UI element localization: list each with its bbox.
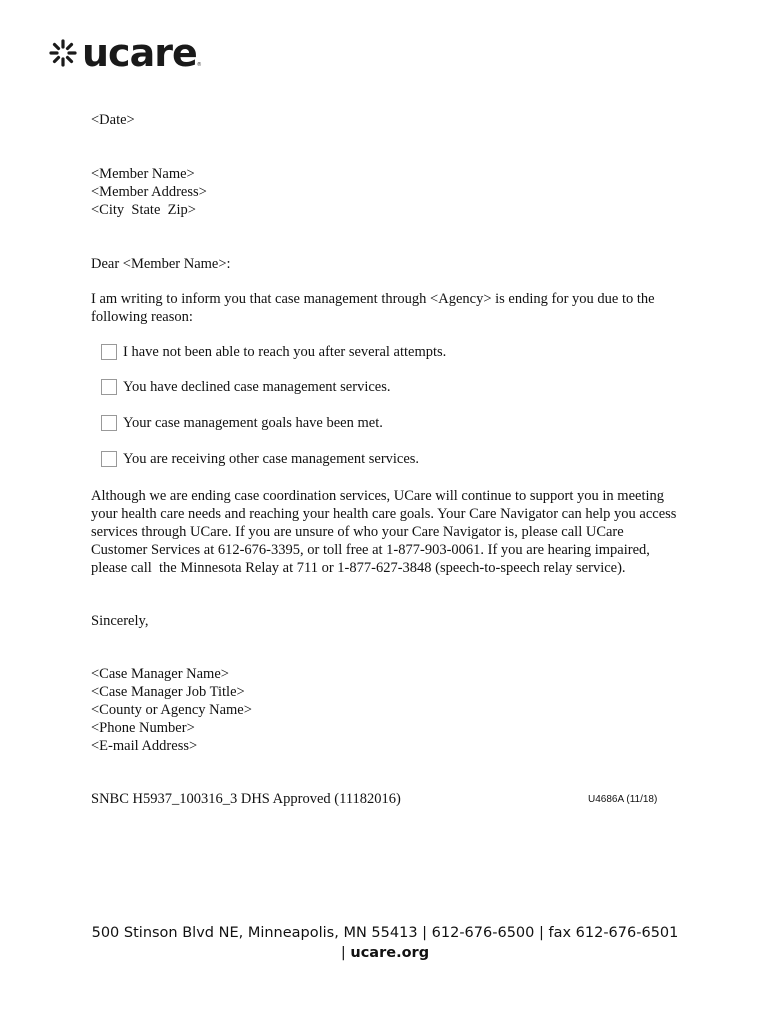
reason-label: I have not been able to reach you after several attempts. <box>123 344 447 360</box>
agency-name: <County or Agency Name> <box>91 702 252 718</box>
ucare-burst-icon <box>48 38 78 68</box>
approval-code: SNBC H5937_100316_3 DHS Approved (11182016) <box>91 791 401 807</box>
reason-label: You are receiving other case management services. <box>123 451 420 467</box>
reason-option[interactable] <box>101 414 383 432</box>
reason-option[interactable] <box>101 450 419 468</box>
city-state-zip: <City State Zip> <box>91 202 196 218</box>
reason-option[interactable] <box>101 343 446 361</box>
reason-checkbox[interactable] <box>101 379 117 395</box>
reason-label: You have declined case management services. <box>123 379 391 395</box>
logo-wordmark: ucare <box>82 31 197 75</box>
signature-block <box>91 665 252 755</box>
email-address: <E-mail Address> <box>91 738 198 754</box>
reason-option[interactable] <box>101 378 391 396</box>
salutation: Dear <Member Name>: <box>91 256 231 272</box>
closing: Sincerely, <box>91 613 149 629</box>
form-code: U4686A (11/18) <box>588 794 658 805</box>
reason-checkbox[interactable] <box>101 415 117 431</box>
member-name: <Member Name> <box>91 166 195 182</box>
body-paragraph: Although we are ending case coordination services, UCare will continue to support you in meeting your health care needs and reaching your health care goals. Your Care Navigator can help you access services through UCare. If you are unsure of who your Care Navigator is, please call UCare Customer Services at 612-676-3395, or toll free at 1-877-903-0061. If you are hearing impaired, please call the Minnesota Relay at 711 or 1-877-627-3848 (speech-to-speech relay service). <box>91 488 681 576</box>
case-manager-title: <Case Manager Job Title> <box>91 684 245 700</box>
member-address: <Member Address> <box>91 184 207 200</box>
footer-address <box>90 923 680 963</box>
intro-paragraph: I am writing to inform you that case management through <Agency> is ending for you due to the following reason: <box>91 291 655 325</box>
ucare-logo <box>48 31 202 75</box>
date-placeholder: <Date> <box>91 112 135 128</box>
case-manager-name: <Case Manager Name> <box>91 666 229 682</box>
reason-checkbox[interactable] <box>101 344 117 360</box>
website-link[interactable]: ucare.org <box>350 945 430 961</box>
logo-trademark: ® <box>196 62 202 68</box>
reason-checkbox[interactable] <box>101 451 117 467</box>
reason-label: Your case management goals have been met. <box>123 415 383 431</box>
phone-number: <Phone Number> <box>91 720 195 736</box>
address-text: 500 Stinson Blvd NE, Minneapolis, MN 55413 | 612-676-6500 | fax 612-676-6501 | <box>91 925 679 961</box>
recipient-address <box>91 165 207 219</box>
